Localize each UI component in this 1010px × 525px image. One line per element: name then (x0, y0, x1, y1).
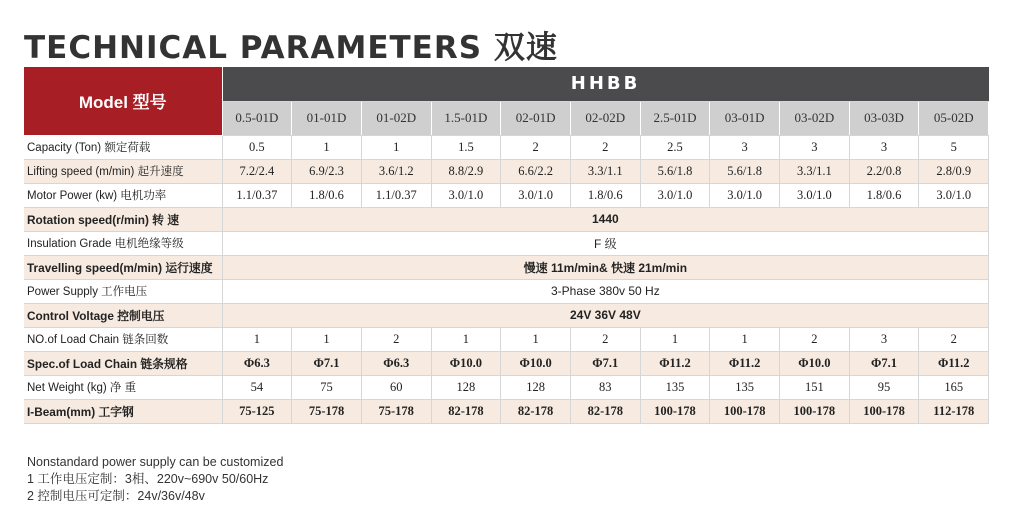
value-cell: 75-125 (222, 399, 292, 423)
page-title: TECHNICAL PARAMETERS 双速 (24, 30, 558, 66)
row-label: Rotation speed(r/min) 转 速 (24, 207, 222, 231)
value-cell: 2 (361, 327, 431, 351)
value-cell: Φ7.1 (849, 351, 919, 375)
value-cell: 1.8/0.6 (849, 183, 919, 207)
row-label: Lifting speed (m/min) 起升速度 (24, 159, 222, 183)
row-spec (24, 351, 989, 375)
value-cell: 5.6/1.8 (640, 159, 710, 183)
value-cell: 135 (710, 375, 780, 399)
value-cell: 128 (501, 375, 571, 399)
value-cell: 100-178 (710, 399, 780, 423)
model-code-cell: 2.5-01D (640, 101, 710, 135)
row-label: Spec.of Load Chain 链条规格 (24, 351, 222, 375)
value-cell: 2.8/0.9 (919, 159, 989, 183)
value-cell: Φ11.2 (640, 351, 710, 375)
spanning-value-cell: 3-Phase 380v 50 Hz (222, 279, 989, 303)
model-code-cell: 1.5-01D (431, 101, 501, 135)
value-cell: 3 (710, 135, 780, 159)
row-label: Travelling speed(m/min) 运行速度 (24, 255, 222, 279)
value-cell: 2 (501, 135, 571, 159)
value-cell: 1.1/0.37 (361, 183, 431, 207)
value-cell: 128 (431, 375, 501, 399)
value-cell: 6.6/2.2 (501, 159, 571, 183)
value-cell: 3 (780, 135, 850, 159)
value-cell: 1 (710, 327, 780, 351)
value-cell: 2.5 (640, 135, 710, 159)
value-cell: 2.2/0.8 (849, 159, 919, 183)
row-weight (24, 375, 989, 399)
value-cell: Φ6.3 (361, 351, 431, 375)
note-line: Nonstandard power supply can be customized (27, 455, 284, 469)
value-cell: 1 (640, 327, 710, 351)
model-code-cell: 02-02D (570, 101, 640, 135)
row-chains (24, 327, 989, 351)
row-motor (24, 183, 989, 207)
row-label: Motor Power (kw) 电机功率 (24, 183, 222, 207)
row-power (24, 279, 989, 303)
model-code-cell: 01-01D (292, 101, 362, 135)
value-cell: 82-178 (570, 399, 640, 423)
row-label: Insulation Grade 电机绝缘等级 (24, 231, 222, 255)
value-cell: 7.2/2.4 (222, 159, 292, 183)
note-line: 2 控制电压可定制：24v/36v/48v (27, 489, 205, 503)
value-cell: 3.0/1.0 (919, 183, 989, 207)
value-cell: Φ11.2 (919, 351, 989, 375)
value-cell: 1 (292, 327, 362, 351)
row-label: Net Weight (kg) 净 重 (24, 375, 222, 399)
model-code-cell: 03-02D (780, 101, 850, 135)
value-cell: 6.9/2.3 (292, 159, 362, 183)
row-lifting (24, 159, 989, 183)
value-cell: 3.0/1.0 (780, 183, 850, 207)
value-cell: 100-178 (849, 399, 919, 423)
value-cell: 151 (780, 375, 850, 399)
value-cell: 2 (780, 327, 850, 351)
value-cell: 100-178 (640, 399, 710, 423)
series-header: HHBB (222, 67, 989, 101)
value-cell: 82-178 (501, 399, 571, 423)
row-rotation (24, 207, 989, 231)
notes (27, 454, 283, 505)
row-ibeam (24, 399, 989, 423)
value-cell: 95 (849, 375, 919, 399)
spanning-value-cell: 24V 36V 48V (222, 303, 989, 327)
value-cell: 3 (849, 327, 919, 351)
row-label: Capacity (Ton) 额定荷载 (24, 135, 222, 159)
value-cell: 165 (919, 375, 989, 399)
value-cell: 1 (222, 327, 292, 351)
model-code-cell: 03-01D (710, 101, 780, 135)
model-code-cell: 0.5-01D (222, 101, 292, 135)
value-cell: Φ7.1 (570, 351, 640, 375)
value-cell: 1 (431, 327, 501, 351)
model-code-cell: 05-02D (919, 101, 989, 135)
value-cell: 3.6/1.2 (361, 159, 431, 183)
value-cell: 5.6/1.8 (710, 159, 780, 183)
spanning-value-cell: 1440 (222, 207, 989, 231)
value-cell: 75 (292, 375, 362, 399)
value-cell: 2 (570, 135, 640, 159)
value-cell: 1 (501, 327, 571, 351)
value-cell: 5 (919, 135, 989, 159)
row-capacity (24, 135, 989, 159)
value-cell: 75-178 (361, 399, 431, 423)
value-cell: 2 (919, 327, 989, 351)
row-travelling (24, 255, 989, 279)
parameters-table (24, 67, 989, 424)
value-cell: 1.5 (431, 135, 501, 159)
value-cell: 3.0/1.0 (431, 183, 501, 207)
value-cell: Φ10.0 (501, 351, 571, 375)
value-cell: 1.1/0.37 (222, 183, 292, 207)
value-cell: 8.8/2.9 (431, 159, 501, 183)
value-cell: 3.0/1.0 (710, 183, 780, 207)
model-code-cell: 03-03D (849, 101, 919, 135)
value-cell: 1.8/0.6 (570, 183, 640, 207)
model-header: Model 型号 (24, 67, 222, 135)
value-cell: 1.8/0.6 (292, 183, 362, 207)
value-cell: 100-178 (780, 399, 850, 423)
value-cell: 82-178 (431, 399, 501, 423)
row-label: Power Supply 工作电压 (24, 279, 222, 303)
model-code-cell: 01-02D (361, 101, 431, 135)
value-cell: 3.0/1.0 (501, 183, 571, 207)
value-cell: 60 (361, 375, 431, 399)
value-cell: 54 (222, 375, 292, 399)
note-line: 1 工作电压定制：3相、220v~690v 50/60Hz (27, 472, 269, 486)
value-cell: 83 (570, 375, 640, 399)
model-code-cell: 02-01D (501, 101, 571, 135)
value-cell: 112-178 (919, 399, 989, 423)
value-cell: 75-178 (292, 399, 362, 423)
value-cell: 1 (361, 135, 431, 159)
value-cell: 3 (849, 135, 919, 159)
value-cell: Φ6.3 (222, 351, 292, 375)
spanning-value-cell: 慢速 11m/min& 快速 21m/min (222, 255, 989, 279)
value-cell: 3.0/1.0 (640, 183, 710, 207)
value-cell: Φ10.0 (431, 351, 501, 375)
value-cell: 3.3/1.1 (570, 159, 640, 183)
row-insulation (24, 231, 989, 255)
row-control (24, 303, 989, 327)
value-cell: 2 (570, 327, 640, 351)
value-cell: Φ7.1 (292, 351, 362, 375)
value-cell: 135 (640, 375, 710, 399)
value-cell: Φ10.0 (780, 351, 850, 375)
value-cell: 3.3/1.1 (780, 159, 850, 183)
value-cell: 0.5 (222, 135, 292, 159)
value-cell: Φ11.2 (710, 351, 780, 375)
row-label: NO.of Load Chain 链条回数 (24, 327, 222, 351)
row-label: Control Voltage 控制电压 (24, 303, 222, 327)
spanning-value-cell: F 级 (222, 231, 989, 255)
value-cell: 1 (292, 135, 362, 159)
row-label: I-Beam(mm) 工字钢 (24, 399, 222, 423)
